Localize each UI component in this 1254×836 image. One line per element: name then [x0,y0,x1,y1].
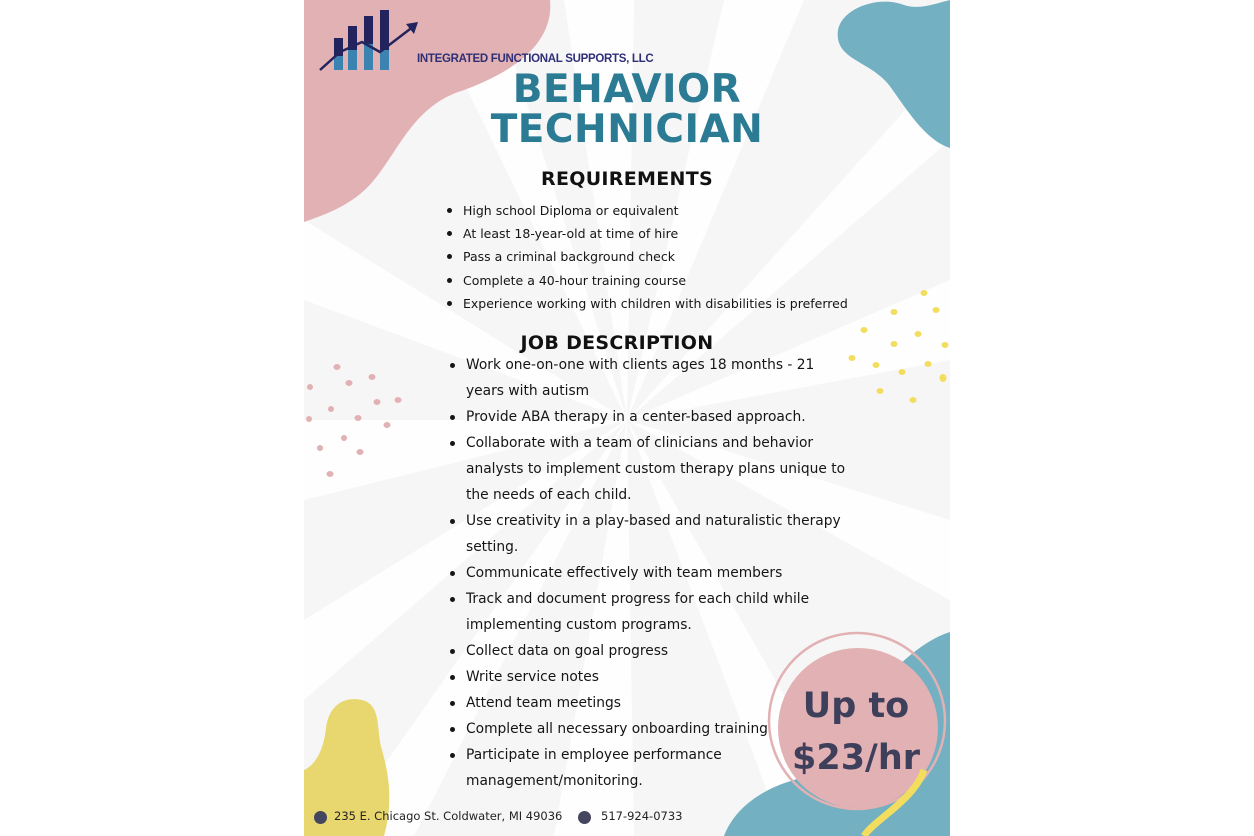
job-duty-item: Collect data on goal progress [466,638,851,664]
contact-footer [314,808,934,828]
job-duty-item: Attend team meetings [466,690,851,716]
requirement-item: Pass a criminal background check [463,245,863,268]
job-duty-item: Write service notes [466,664,851,690]
job-duty-item: Use creativity in a play-based and naturalistic therapy setting. [466,508,851,560]
company-name: INTEGRATED FUNCTIONAL SUPPORTS, LLC [417,53,654,65]
pay-badge [776,680,936,784]
bar-chart-arrow-icon [318,8,420,74]
job-duty-item: Communicate effectively with team members [466,560,851,586]
job-flyer [304,0,950,836]
job-description-heading: JOB DESCRIPTION [520,332,714,354]
phone-dot-icon [578,811,591,824]
requirement-item: Experience working with children with disabilities is preferred [463,292,863,315]
job-duty-item: Work one-on-one with clients ages 18 months - 21 years with autism [466,352,851,404]
job-duty-item: Provide ABA therapy in a center-based approach. [466,404,851,430]
requirement-item: High school Diploma or equivalent [463,199,863,222]
requirement-item: At least 18-year-old at time of hire [463,222,863,245]
pay-line-1: Up to [802,686,910,726]
job-duty-item: Collaborate with a team of clinicians and behavior analysts to implement custom therapy plans unique to the needs of each child. [466,430,851,508]
address-text: 235 E. Chicago St. Coldwater, MI 49036 [334,809,563,823]
requirement-item: Complete a 40-hour training course [463,269,863,292]
requirements-heading: REQUIREMENTS [541,168,713,190]
job-duty-item: Track and document progress for each child while implementing custom programs. [466,586,851,638]
job-title-line-1: BEHAVIOR [512,67,742,112]
job-title [304,67,950,152]
phone-text: 517-924-0733 [601,809,683,823]
job-duty-item: Complete all necessary onboarding training [466,716,851,742]
job-duty-item: Participate in employee performance management/monitoring. [466,742,851,794]
location-dot-icon [314,811,327,824]
requirements-list [463,199,863,315]
pay-rate: $23/hr [791,738,921,778]
job-title-line-2: TECHNICIAN [490,107,764,152]
